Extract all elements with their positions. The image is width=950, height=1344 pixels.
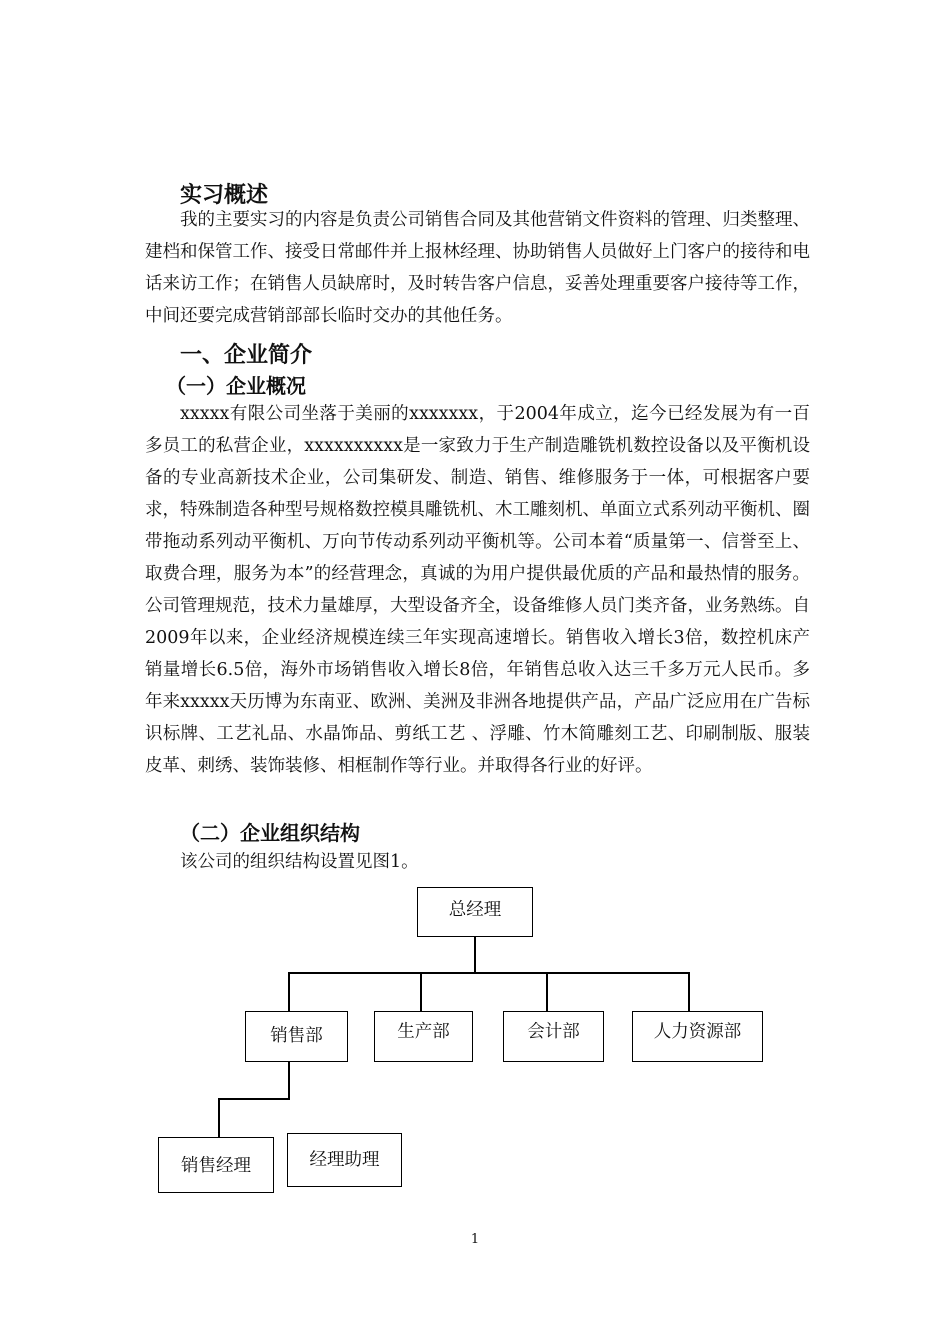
org-node-sales-manager: 销售经理 [158, 1137, 274, 1193]
company-paragraph: xxxxx有限公司坐落于美丽的xxxxxxx，于2004年成立，迄今已经发展为有一百多员工的私营企业，xxxxxxxxxx是一家致力于生产制造雕铣机数控设备以及平衡机设备的专业高新技术企业，公司集研发、制造、销售、维修服务于一体，可根据客户要求，特殊制造各种型号规格数控模具雕铣机、木工雕刻机、单面立式系列动平衡机、圈带拖动系列动平衡机、万向节传动系列动平衡机等。公司本着“质量第一、信誉至上、取费合理，服务为本”的经营理念，真诚的为用户提供最优质的产品和最热情的服务。公司管理规范，技术力量雄厚，大型设备齐全，设备维修人员门类齐备，业务熟练。自2009年以来，企业经济规模连续三年实现高速增长。销售收入增长3倍，数控机床产销量增长6.5倍，海外市场销售收入增长8倍，年销售总收入达三千多万元人民币。多年来xxxxx天历博为东南亚、欧洲、美洲及非洲各地提供产品，产品广泛应用在广告标识标牌、工艺礼品、水晶饰品、剪纸工艺 、浮雕、竹木简雕刻工艺、印刷制版、服装皮革、刺绣、装饰装修、相框制作等行业。并取得各行业的好评。 [145, 404, 810, 776]
structure-caption: 该公司的组织结构设置见图1。 [180, 852, 419, 872]
subsection-title-overview: （一）企业概况 [166, 374, 306, 398]
org-node-sales-dept: 销售部 [245, 1011, 348, 1062]
org-node-manager-assistant: 经理助理 [287, 1133, 402, 1187]
section-title-company: 一、企业简介 [180, 342, 313, 368]
subsection-title-structure: （二）企业组织结构 [180, 821, 360, 845]
org-node-general-manager: 总经理 [417, 887, 533, 937]
overview-paragraph: 我的主要实习的内容是负责公司销售合同及其他营销文件资料的管理、归类整理、建档和保管工作、接受日常邮件并上报林经理、协助销售人员做好上门客户的接待和电话来访工作；在销售人员缺席时，及时转告客户信息，妥善处理重要客户接待等工作，中间还要完成营销部部长临时交办的其他任务。 [145, 210, 810, 326]
org-node-hr-dept: 人力资源部 [632, 1011, 763, 1062]
section-title-internship: 实习概述 [180, 182, 269, 208]
org-node-production-dept: 生产部 [374, 1011, 473, 1062]
page-number: 1 [470, 1232, 480, 1247]
org-node-accounting-dept: 会计部 [503, 1011, 604, 1062]
